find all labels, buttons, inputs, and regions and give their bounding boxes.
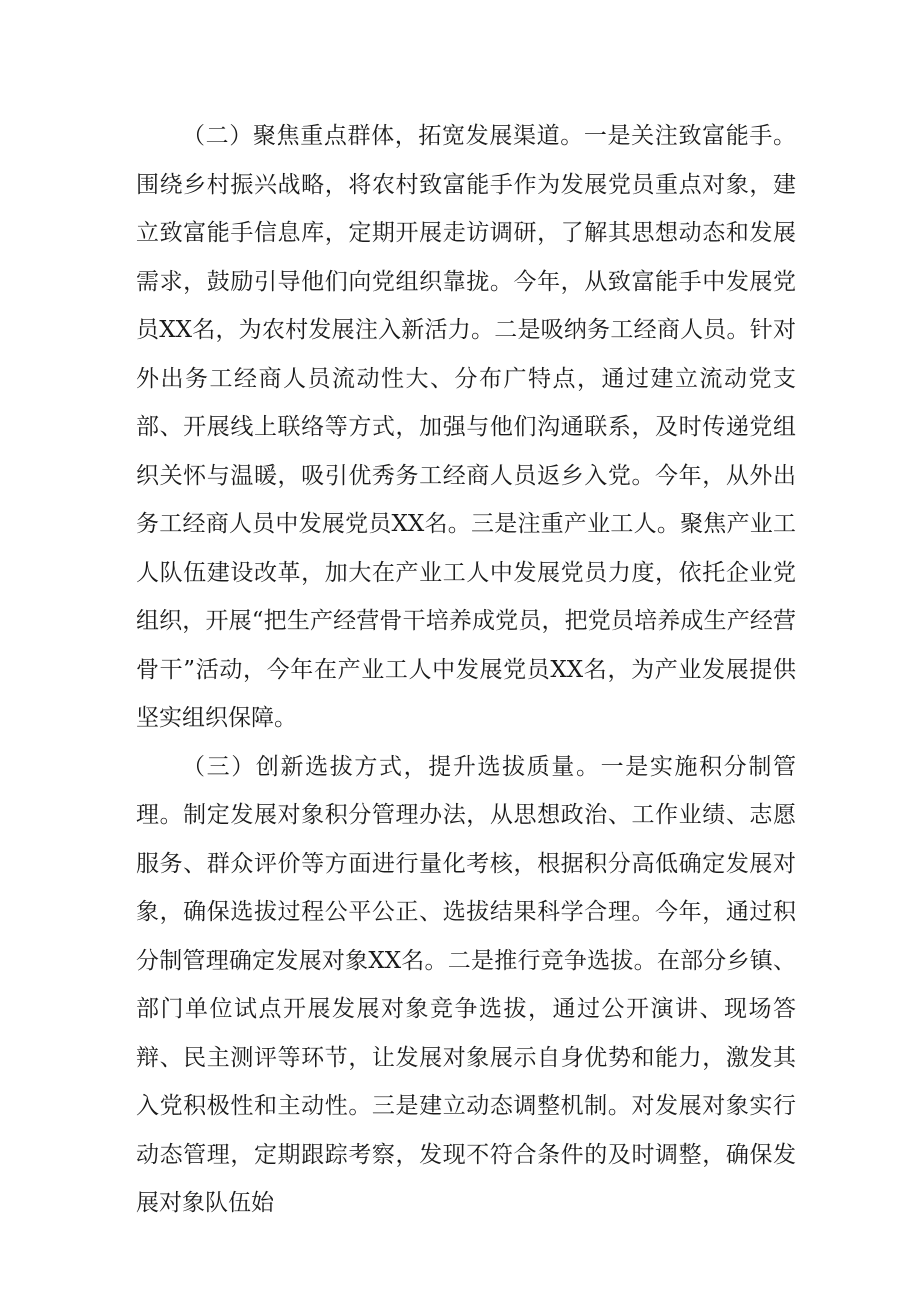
paragraph-section-3: （三）创新选拔方式，提升选拔质量。一是实施积分制管理。制定发展对象积分管理办法，从思想政治、工作业绩、志愿服务、群众评价等方面进行量化考核，根据积分高低确定发展对象，确保选拔过程公平公正、选拔结果科学合理。今年，通过积分制管理确定发展对象XX名。二是推行竞争选拔。在部分乡镇、部门单位试点开展发展对象竞争选拔，通过公开演讲、现场答辩、民主测评等环节，让发展对象展示自身优势和能力，激发其入党积极性和主动性。三是建立动态调整机制。对发展对象实行动态管理，定期跟踪考察，发现不符合条件的及时调整，确保发展对象队伍始 — [136, 753, 796, 1216]
document-body — [136, 112, 796, 1228]
paragraph-section-2: （二）聚焦重点群体，拓宽发展渠道。一是关注致富能手。围绕乡村振兴战略，将农村致富能手作为发展党员重点对象，建立致富能手信息库，定期开展走访调研，了解其思想动态和发展需求，鼓励引导他们向党组织靠拢。今年，从致富能手中发展党员XX名，为农村发展注入新活力。二是吸纳务工经商人员。针对外出务工经商人员流动性大、分布广特点，通过建立流动党支部、开展线上联络等方式，加强与他们沟通联系，及时传递党组织关怀与温暖，吸引优秀务工经商人员返乡入党。今年，从外出务工经商人员中发展党员XX名。三是注重产业工人。聚焦产业工人队伍建设改革，加大在产业工人中发展党员力度，依托企业党组织，开展“把生产经营骨干培养成党员，把党员培养成生产经营骨干”活动，今年在产业工人中发展党员XX名，为产业发展提供坚实组织保障。 — [136, 123, 796, 731]
